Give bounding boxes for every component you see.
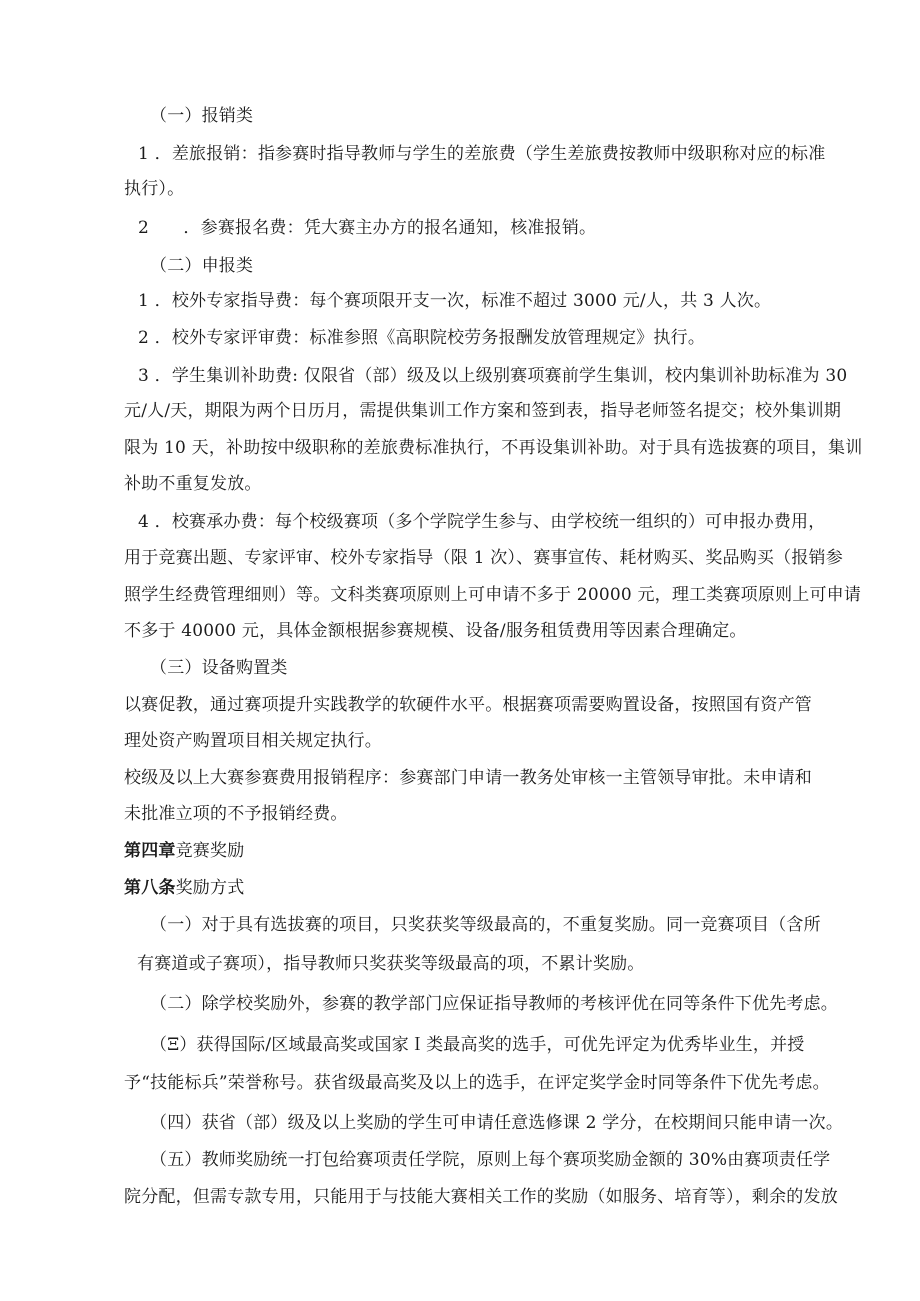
paragraph-line: 照学生经费管理细则）等。文科类赛项原则上可申请不多于 20000 元，理工类赛项原则上可申请 — [124, 585, 862, 605]
article-heading — [124, 877, 244, 899]
paragraph-line: 2 ．校外专家评审费：标准参照《高职院校劳务报酬发放管理规定》执行。 — [138, 328, 706, 348]
paragraph-line: 3 ．学生集训补助费: 仅限省（部）级及以上级别赛项赛前学生集训，校内集训补助标准为 30 — [138, 366, 848, 386]
paragraph-line: 2 ．参赛报名费：凭大赛主办方的报名通知，核准报销。 — [138, 218, 597, 238]
section-heading-reimbursement: （一）报销类 — [150, 106, 254, 126]
paragraph-line: 1 ．校外专家指导费：每个赛项限开支一次，标准不超过 3000 元/人，共 3 人次。 — [138, 291, 772, 311]
chapter-title: 竞赛奖励 — [175, 841, 245, 861]
paragraph-line: 补助不重复发放。 — [124, 474, 262, 494]
paragraph-line: （五）教师奖励统一打包给赛项责任学院，原则上每个赛项奖励金额的 30%由赛项责任学 — [150, 1150, 831, 1170]
paragraph-line: 元/人/天，期限为两个日历月，需提供集训工作方案和签到表，指导老师签名提交；校外集训期 — [124, 401, 842, 421]
paragraph-line: （一）对于具有选拔赛的项目，只奖获奖等级最高的，不重复奖励。同一竞赛项目（含所 — [150, 915, 821, 935]
chapter-number: 第四章 — [124, 841, 176, 861]
paragraph-line: （Ξ）获得国际/区域最高奖或国家Ｉ类最高奖的选手，可优先评定为优秀毕业生，并授 — [150, 1035, 805, 1055]
paragraph-line: 用于竞赛出题、专家评审、校外专家指导（限 1 次）、赛事宣传、耗材购买、奖品购买（报销参 — [124, 548, 843, 568]
paragraph-line: 院分配，但需专款专用，只能用于与技能大赛相关工作的奖励（如服务、培育等），剩余的发放 — [124, 1187, 838, 1207]
article-number: 第八条 — [124, 878, 176, 898]
paragraph-line: 不多于 40000 元，具体金额根据参赛规模、设备/服务租赁费用等因素合理确定。 — [124, 621, 747, 641]
paragraph-line: （四）获省（部）级及以上奖励的学生可申请任意选修课 2 学分，在校期间只能申请一次。 — [150, 1113, 844, 1133]
article-title: 奖励方式 — [175, 878, 245, 898]
section-heading-application: （二）申报类 — [150, 256, 254, 276]
paragraph-line: 有赛道或子赛项），指导教师只奖获奖等级最高的项，不累计奖励。 — [137, 954, 645, 974]
paragraph-line: 以赛促教，通过赛项提升实践教学的软硬件水平。根据赛项需要购置设备，按照国有资产管 — [124, 695, 812, 715]
paragraph-line: 限为 10 天，补助按中级职称的差旅费标准执行，不再设集训补助。对于具有选拔赛的项目，集训 — [124, 438, 863, 458]
paragraph-line: 执行）。 — [124, 179, 185, 199]
paragraph-line: 予“技能标兵”荣誉称号。获省级最高奖及以上的选手，在评定奖学金时同等条件下优先考虑。 — [124, 1073, 830, 1093]
paragraph-line: 未批准立项的不予报销经费。 — [124, 804, 348, 824]
section-heading-equipment: （三）设备购置类 — [150, 658, 288, 678]
paragraph-line: 理处资产购置项目相关规定执行。 — [124, 731, 382, 751]
paragraph-line: 校级及以上大赛参赛费用报销程序：参赛部门申请一教务处审核一主管领导审批。未申请和 — [124, 768, 812, 788]
chapter-heading — [124, 840, 244, 862]
paragraph-line: 4 ．校赛承办费：每个校级赛项（多个学院学生参与、由学校统一组织的）可申报办费用， — [138, 512, 826, 532]
paragraph-line: 1 ．差旅报销：指参赛时指导教师与学生的差旅费（学生差旅费按教师中级职称对应的标准 — [138, 144, 826, 164]
paragraph-line: （二）除学校奖励外，参赛的教学部门应保证指导教师的考核评优在同等条件下优先考虑。 — [150, 994, 838, 1014]
